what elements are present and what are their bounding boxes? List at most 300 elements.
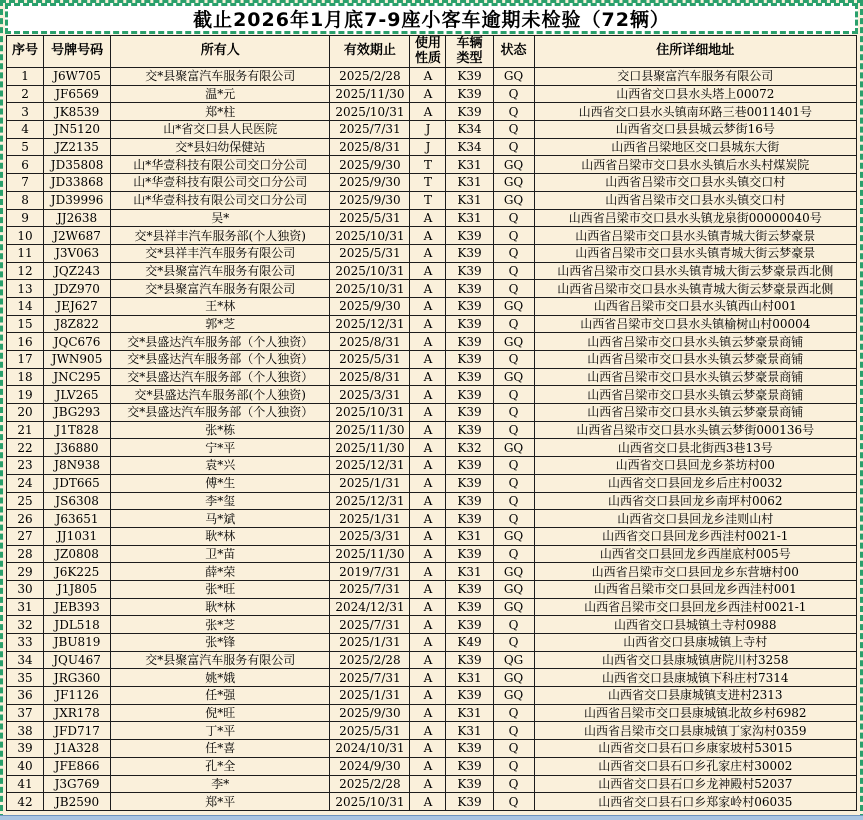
cell-status[interactable]: Q [493, 722, 534, 740]
cell-valid-until[interactable]: 2025/2/28 [330, 68, 410, 86]
cell-usage[interactable]: A [410, 527, 446, 545]
cell-address[interactable]: 山西省吕梁市交口县水头镇交口村 [534, 191, 856, 209]
cell-address[interactable]: 山西省吕梁市交口县水头镇交口村 [534, 174, 856, 192]
cell-vehicle-type[interactable]: K31 [446, 209, 493, 227]
cell-valid-until[interactable]: 2025/9/30 [330, 297, 410, 315]
cell-address[interactable]: 山西省交口县水头塔上00072 [534, 85, 856, 103]
cell-owner[interactable]: 交*县祥丰汽车服务部(个人独资) [111, 227, 330, 245]
cell-plate[interactable]: JS6308 [44, 492, 111, 510]
cell-vehicle-type[interactable]: K39 [446, 457, 493, 475]
cell-status[interactable]: Q [493, 793, 534, 811]
cell-status[interactable]: Q [493, 85, 534, 103]
cell-plate[interactable]: JQU467 [44, 651, 111, 669]
cell-address[interactable]: 山西省交口县康城镇唐院川村3258 [534, 651, 856, 669]
cell-address[interactable]: 山西省交口县城镇土寺村0988 [534, 616, 856, 634]
cell-owner[interactable]: 交*县盛达汽车服务部（个人独资） [111, 351, 330, 369]
cell-usage[interactable]: A [410, 404, 446, 422]
cell-usage[interactable]: A [410, 669, 446, 687]
cell-address[interactable]: 山西省吕梁市交口县回龙乡东营塘村00 [534, 563, 856, 581]
cell-valid-until[interactable]: 2025/7/31 [330, 121, 410, 139]
cell-usage[interactable]: A [410, 510, 446, 528]
cell-vehicle-type[interactable]: K39 [446, 775, 493, 793]
cell-address[interactable]: 山西省交口县回龙乡西崖底村005号 [534, 545, 856, 563]
cell-index[interactable]: 20 [7, 404, 44, 422]
cell-index[interactable]: 14 [7, 297, 44, 315]
cell-usage[interactable]: A [410, 704, 446, 722]
cell-valid-until[interactable]: 2025/9/30 [330, 174, 410, 192]
cell-vehicle-type[interactable]: K31 [446, 191, 493, 209]
cell-valid-until[interactable]: 2025/10/31 [330, 280, 410, 298]
cell-owner[interactable]: 山*华壹科技有限公司交口分公司 [111, 174, 330, 192]
cell-plate[interactable]: JD33868 [44, 174, 111, 192]
cell-usage[interactable]: A [410, 85, 446, 103]
cell-owner[interactable]: 温*元 [111, 85, 330, 103]
cell-plate[interactable]: JB2590 [44, 793, 111, 811]
cell-address[interactable]: 山西省吕梁地区交口县城东大街 [534, 138, 856, 156]
cell-vehicle-type[interactable]: K39 [446, 262, 493, 280]
cell-address[interactable]: 山西省吕梁市交口县水头镇榆树山村00004 [534, 315, 856, 333]
cell-usage[interactable]: A [410, 545, 446, 563]
cell-status[interactable]: Q [493, 775, 534, 793]
cell-status[interactable]: Q [493, 209, 534, 227]
cell-vehicle-type[interactable]: K39 [446, 421, 493, 439]
cell-valid-until[interactable]: 2025/10/31 [330, 227, 410, 245]
cell-plate[interactable]: JEB393 [44, 598, 111, 616]
cell-plate[interactable]: JWN905 [44, 351, 111, 369]
cell-vehicle-type[interactable]: K39 [446, 598, 493, 616]
cell-usage[interactable]: A [410, 793, 446, 811]
cell-address[interactable]: 山西省交口县石口乡孔家庄村30002 [534, 757, 856, 775]
cell-address[interactable]: 山西省交口县康城镇支进村2313 [534, 687, 856, 705]
col-header-owner[interactable]: 所有人 [111, 36, 330, 68]
col-header-plate[interactable]: 号牌号码 [44, 36, 111, 68]
cell-valid-until[interactable]: 2025/5/31 [330, 209, 410, 227]
cell-valid-until[interactable]: 2025/1/31 [330, 634, 410, 652]
cell-index[interactable]: 5 [7, 138, 44, 156]
cell-index[interactable]: 39 [7, 740, 44, 758]
cell-owner[interactable]: 傅*生 [111, 474, 330, 492]
cell-address[interactable]: 山西省吕梁市交口县康城镇丁家沟村0359 [534, 722, 856, 740]
cell-owner[interactable]: 丁*平 [111, 722, 330, 740]
col-header-vehicle-type[interactable] [446, 36, 493, 68]
cell-valid-until[interactable]: 2025/11/30 [330, 439, 410, 457]
cell-vehicle-type[interactable]: K39 [446, 580, 493, 598]
cell-plate[interactable]: J3G769 [44, 775, 111, 793]
cell-address[interactable]: 山西省吕梁市交口县水头镇云梦豪景商铺 [534, 333, 856, 351]
cell-index[interactable]: 12 [7, 262, 44, 280]
cell-plate[interactable]: J36880 [44, 439, 111, 457]
cell-plate[interactable]: JDZ970 [44, 280, 111, 298]
cell-index[interactable]: 24 [7, 474, 44, 492]
cell-usage[interactable]: A [410, 297, 446, 315]
cell-status[interactable]: Q [493, 474, 534, 492]
cell-usage[interactable]: A [410, 439, 446, 457]
cell-address[interactable]: 山西省交口县回龙乡西洼村0021-1 [534, 527, 856, 545]
cell-vehicle-type[interactable]: K39 [446, 740, 493, 758]
cell-owner[interactable]: 交*县妇幼保健站 [111, 138, 330, 156]
cell-address[interactable]: 山西省交口县水头镇南环路三巷0011401号 [534, 103, 856, 121]
cell-vehicle-type[interactable]: K49 [446, 634, 493, 652]
cell-status[interactable]: Q [493, 280, 534, 298]
cell-owner[interactable]: 任*喜 [111, 740, 330, 758]
cell-status[interactable]: Q [493, 315, 534, 333]
cell-status[interactable]: GQ [493, 598, 534, 616]
cell-plate[interactable]: JZ0808 [44, 545, 111, 563]
cell-address[interactable]: 山西省交口县北街西3巷13号 [534, 439, 856, 457]
col-header-valid-until[interactable]: 有效期止 [330, 36, 410, 68]
cell-valid-until[interactable]: 2025/1/31 [330, 474, 410, 492]
cell-vehicle-type[interactable]: K39 [446, 687, 493, 705]
cell-status[interactable]: GQ [493, 563, 534, 581]
cell-owner[interactable]: 交*县盛达汽车服务部（个人独资） [111, 333, 330, 351]
cell-owner[interactable]: 郭*芝 [111, 315, 330, 333]
cell-owner[interactable]: 李*玺 [111, 492, 330, 510]
cell-address[interactable]: 山西省吕梁市交口县水头镇云梦豪景商铺 [534, 368, 856, 386]
cell-address[interactable]: 山西省吕梁市交口县康城镇北故乡村6982 [534, 704, 856, 722]
cell-status[interactable]: GQ [493, 580, 534, 598]
cell-address[interactable]: 山西省交口县县城云梦街16号 [534, 121, 856, 139]
col-header-address[interactable]: 住所详细地址 [534, 36, 856, 68]
cell-owner[interactable]: 张*栋 [111, 421, 330, 439]
cell-index[interactable]: 28 [7, 545, 44, 563]
cell-status[interactable]: GQ [493, 191, 534, 209]
cell-address[interactable]: 山西省交口县康城镇上寺村 [534, 634, 856, 652]
cell-usage[interactable]: A [410, 103, 446, 121]
cell-plate[interactable]: JD35808 [44, 156, 111, 174]
cell-valid-until[interactable]: 2025/1/31 [330, 687, 410, 705]
cell-valid-until[interactable]: 2024/9/30 [330, 757, 410, 775]
cell-plate[interactable]: J63651 [44, 510, 111, 528]
cell-valid-until[interactable]: 2025/11/30 [330, 545, 410, 563]
cell-owner[interactable]: 交*县聚富汽车服务有限公司 [111, 68, 330, 86]
cell-index[interactable]: 1 [7, 68, 44, 86]
cell-valid-until[interactable]: 2025/10/31 [330, 793, 410, 811]
cell-plate[interactable]: J6K225 [44, 563, 111, 581]
cell-index[interactable]: 40 [7, 757, 44, 775]
cell-usage[interactable]: A [410, 563, 446, 581]
cell-valid-until[interactable]: 2025/12/31 [330, 492, 410, 510]
cell-index[interactable]: 23 [7, 457, 44, 475]
cell-index[interactable]: 6 [7, 156, 44, 174]
cell-vehicle-type[interactable]: K34 [446, 121, 493, 139]
cell-owner[interactable]: 李* [111, 775, 330, 793]
cell-vehicle-type[interactable]: K31 [446, 174, 493, 192]
cell-valid-until[interactable]: 2025/10/31 [330, 404, 410, 422]
cell-address[interactable]: 山西省吕梁市交口县水头镇后水头村煤炭院 [534, 156, 856, 174]
cell-address[interactable]: 山西省吕梁市交口县回龙乡西洼村0021-1 [534, 598, 856, 616]
cell-valid-until[interactable]: 2025/9/30 [330, 156, 410, 174]
cell-index[interactable]: 33 [7, 634, 44, 652]
cell-plate[interactable]: J1A328 [44, 740, 111, 758]
cell-usage[interactable]: A [410, 351, 446, 369]
cell-usage[interactable]: A [410, 474, 446, 492]
cell-status[interactable]: GQ [493, 297, 534, 315]
cell-owner[interactable]: 任*强 [111, 687, 330, 705]
cell-usage[interactable]: A [410, 68, 446, 86]
cell-owner[interactable]: 耿*林 [111, 598, 330, 616]
cell-address[interactable]: 山西省吕梁市交口县水头镇青城大街云梦豪景西北侧 [534, 262, 856, 280]
cell-valid-until[interactable]: 2025/7/31 [330, 669, 410, 687]
cell-usage[interactable]: J [410, 138, 446, 156]
cell-owner[interactable]: 郑*柱 [111, 103, 330, 121]
cell-index[interactable]: 25 [7, 492, 44, 510]
cell-vehicle-type[interactable]: K39 [446, 510, 493, 528]
cell-plate[interactable]: JRG360 [44, 669, 111, 687]
cell-plate[interactable]: J8N938 [44, 457, 111, 475]
cell-usage[interactable]: A [410, 722, 446, 740]
cell-usage[interactable]: A [410, 315, 446, 333]
cell-vehicle-type[interactable]: K39 [446, 793, 493, 811]
cell-address[interactable]: 山西省吕梁市交口县水头镇云梦豪景商铺 [534, 404, 856, 422]
cell-vehicle-type[interactable]: K31 [446, 722, 493, 740]
cell-owner[interactable]: 姚*娥 [111, 669, 330, 687]
cell-vehicle-type[interactable]: K39 [446, 333, 493, 351]
cell-address[interactable]: 山西省交口县回龙乡后庄村0032 [534, 474, 856, 492]
cell-address[interactable]: 山西省交口县回龙乡洼则山村 [534, 510, 856, 528]
cell-plate[interactable]: JNC295 [44, 368, 111, 386]
cell-owner[interactable]: 山*省交口县人民医院 [111, 121, 330, 139]
cell-valid-until[interactable]: 2025/3/31 [330, 386, 410, 404]
cell-index[interactable]: 22 [7, 439, 44, 457]
cell-vehicle-type[interactable]: K31 [446, 669, 493, 687]
cell-status[interactable]: GQ [493, 174, 534, 192]
cell-address[interactable]: 山西省吕梁市交口县水头镇青城大街云梦豪景 [534, 244, 856, 262]
cell-plate[interactable]: J1T828 [44, 421, 111, 439]
cell-index[interactable]: 32 [7, 616, 44, 634]
cell-address[interactable]: 山西省交口县石口乡郑家岭村06035 [534, 793, 856, 811]
cell-plate[interactable]: JBU819 [44, 634, 111, 652]
cell-usage[interactable]: A [410, 333, 446, 351]
cell-status[interactable]: GQ [493, 669, 534, 687]
cell-address[interactable]: 山西省交口县回龙乡南坪村0062 [534, 492, 856, 510]
cell-index[interactable]: 30 [7, 580, 44, 598]
cell-owner[interactable]: 孔*全 [111, 757, 330, 775]
cell-plate[interactable]: JJ1031 [44, 527, 111, 545]
cell-valid-until[interactable]: 2025/8/31 [330, 138, 410, 156]
cell-status[interactable]: Q [493, 262, 534, 280]
cell-index[interactable]: 27 [7, 527, 44, 545]
cell-valid-until[interactable]: 2025/7/31 [330, 616, 410, 634]
cell-address[interactable]: 交口县聚富汽车服务有限公司 [534, 68, 856, 86]
cell-owner[interactable]: 山*华壹科技有限公司交口分公司 [111, 156, 330, 174]
cell-valid-until[interactable]: 2025/11/30 [330, 421, 410, 439]
cell-vehicle-type[interactable]: K39 [446, 404, 493, 422]
cell-plate[interactable]: JLV265 [44, 386, 111, 404]
cell-vehicle-type[interactable]: K39 [446, 474, 493, 492]
cell-status[interactable]: Q [493, 404, 534, 422]
cell-index[interactable]: 21 [7, 421, 44, 439]
cell-owner[interactable]: 交*县盛达汽车服务部（个人独资） [111, 368, 330, 386]
cell-vehicle-type[interactable]: K34 [446, 138, 493, 156]
cell-status[interactable]: GQ [493, 687, 534, 705]
cell-usage[interactable]: A [410, 262, 446, 280]
cell-plate[interactable]: J6W705 [44, 68, 111, 86]
cell-plate[interactable]: JEJ627 [44, 297, 111, 315]
cell-index[interactable]: 36 [7, 687, 44, 705]
cell-plate[interactable]: JDL518 [44, 616, 111, 634]
cell-usage[interactable]: A [410, 598, 446, 616]
cell-status[interactable]: GQ [493, 156, 534, 174]
cell-owner[interactable]: 吴* [111, 209, 330, 227]
cell-usage[interactable]: A [410, 421, 446, 439]
cell-index[interactable]: 29 [7, 563, 44, 581]
cell-usage[interactable]: T [410, 174, 446, 192]
cell-owner[interactable]: 薛*荣 [111, 563, 330, 581]
cell-valid-until[interactable]: 2025/7/31 [330, 580, 410, 598]
cell-owner[interactable]: 交*县聚富汽车服务有限公司 [111, 651, 330, 669]
cell-plate[interactable]: JD39996 [44, 191, 111, 209]
cell-index[interactable]: 11 [7, 244, 44, 262]
cell-valid-until[interactable]: 2025/10/31 [330, 103, 410, 121]
cell-vehicle-type[interactable]: K39 [446, 103, 493, 121]
cell-status[interactable]: Q [493, 121, 534, 139]
cell-plate[interactable]: JF6569 [44, 85, 111, 103]
cell-valid-until[interactable]: 2024/12/31 [330, 598, 410, 616]
cell-plate[interactable]: JXR178 [44, 704, 111, 722]
cell-address[interactable]: 山西省吕梁市交口县水头镇云梦街000136号 [534, 421, 856, 439]
cell-status[interactable]: Q [493, 704, 534, 722]
cell-status[interactable]: GQ [493, 333, 534, 351]
cell-index[interactable]: 37 [7, 704, 44, 722]
cell-usage[interactable]: A [410, 757, 446, 775]
cell-valid-until[interactable]: 2025/5/31 [330, 244, 410, 262]
cell-valid-until[interactable]: 2025/3/31 [330, 527, 410, 545]
cell-index[interactable]: 18 [7, 368, 44, 386]
cell-owner[interactable]: 宁*平 [111, 439, 330, 457]
cell-usage[interactable]: A [410, 492, 446, 510]
cell-vehicle-type[interactable]: K39 [446, 280, 493, 298]
cell-vehicle-type[interactable]: K31 [446, 704, 493, 722]
cell-plate[interactable]: J3V063 [44, 244, 111, 262]
cell-index[interactable]: 41 [7, 775, 44, 793]
cell-index[interactable]: 2 [7, 85, 44, 103]
cell-vehicle-type[interactable]: K31 [446, 563, 493, 581]
cell-address[interactable]: 山西省吕梁市交口县水头镇云梦豪景商铺 [534, 351, 856, 369]
cell-vehicle-type[interactable]: K39 [446, 297, 493, 315]
cell-index[interactable]: 15 [7, 315, 44, 333]
cell-valid-until[interactable]: 2025/8/31 [330, 368, 410, 386]
cell-plate[interactable]: J1J805 [44, 580, 111, 598]
cell-vehicle-type[interactable]: K39 [446, 227, 493, 245]
cell-valid-until[interactable]: 2025/10/31 [330, 262, 410, 280]
cell-address[interactable]: 山西省交口县康城镇下科庄村7314 [534, 669, 856, 687]
cell-index[interactable]: 34 [7, 651, 44, 669]
cell-plate[interactable]: JFD717 [44, 722, 111, 740]
cell-address[interactable]: 山西省吕梁市交口县回龙乡西洼村001 [534, 580, 856, 598]
cell-vehicle-type[interactable]: K39 [446, 85, 493, 103]
cell-usage[interactable]: A [410, 457, 446, 475]
cell-usage[interactable]: J [410, 121, 446, 139]
cell-index[interactable]: 4 [7, 121, 44, 139]
cell-valid-until[interactable]: 2025/2/28 [330, 651, 410, 669]
cell-status[interactable]: Q [493, 492, 534, 510]
cell-plate[interactable]: JK8539 [44, 103, 111, 121]
cell-status[interactable]: Q [493, 634, 534, 652]
cell-valid-until[interactable]: 2024/10/31 [330, 740, 410, 758]
cell-owner[interactable]: 张*旺 [111, 580, 330, 598]
cell-owner[interactable]: 山*华壹科技有限公司交口分公司 [111, 191, 330, 209]
cell-owner[interactable]: 郑*平 [111, 793, 330, 811]
cell-plate[interactable]: JQZ243 [44, 262, 111, 280]
cell-address[interactable]: 山西省交口县石口乡龙神殿村52037 [534, 775, 856, 793]
cell-usage[interactable]: A [410, 280, 446, 298]
cell-valid-until[interactable]: 2025/9/30 [330, 191, 410, 209]
cell-owner[interactable]: 袁*兴 [111, 457, 330, 475]
cell-address[interactable]: 山西省交口县石口乡康家坡村53015 [534, 740, 856, 758]
cell-vehicle-type[interactable]: K39 [446, 386, 493, 404]
cell-plate[interactable]: JN5120 [44, 121, 111, 139]
cell-owner[interactable]: 卫*苗 [111, 545, 330, 563]
col-header-usage[interactable] [410, 36, 446, 68]
cell-status[interactable]: Q [493, 138, 534, 156]
cell-plate[interactable]: J2W687 [44, 227, 111, 245]
cell-status[interactable]: GQ [493, 68, 534, 86]
cell-status[interactable]: Q [493, 740, 534, 758]
cell-status[interactable]: Q [493, 616, 534, 634]
title-cell[interactable] [5, 3, 858, 34]
col-header-status[interactable]: 状态 [493, 36, 534, 68]
cell-status[interactable]: GQ [493, 368, 534, 386]
cell-vehicle-type[interactable]: K39 [446, 368, 493, 386]
cell-status[interactable]: Q [493, 244, 534, 262]
cell-plate[interactable]: JQC676 [44, 333, 111, 351]
cell-plate[interactable]: JZ2135 [44, 138, 111, 156]
cell-vehicle-type[interactable]: K39 [446, 545, 493, 563]
cell-address[interactable]: 山西省吕梁市交口县水头镇西山村001 [534, 297, 856, 315]
cell-status[interactable]: Q [493, 510, 534, 528]
cell-valid-until[interactable]: 2025/9/30 [330, 704, 410, 722]
cell-index[interactable]: 13 [7, 280, 44, 298]
cell-index[interactable]: 8 [7, 191, 44, 209]
cell-usage[interactable]: A [410, 775, 446, 793]
cell-owner[interactable]: 王*林 [111, 297, 330, 315]
col-header-index[interactable]: 序号 [7, 36, 44, 68]
cell-address[interactable]: 山西省吕梁市交口县水头镇龙泉街00000040号 [534, 209, 856, 227]
cell-index[interactable]: 10 [7, 227, 44, 245]
cell-index[interactable]: 26 [7, 510, 44, 528]
cell-plate[interactable]: JDT665 [44, 474, 111, 492]
cell-plate[interactable]: JFE866 [44, 757, 111, 775]
cell-valid-until[interactable]: 2025/5/31 [330, 351, 410, 369]
cell-usage[interactable]: A [410, 244, 446, 262]
cell-index[interactable]: 7 [7, 174, 44, 192]
cell-owner[interactable]: 张*锋 [111, 634, 330, 652]
cell-valid-until[interactable]: 2025/12/31 [330, 315, 410, 333]
cell-index[interactable]: 19 [7, 386, 44, 404]
cell-status[interactable]: Q [493, 351, 534, 369]
cell-address[interactable]: 山西省交口县回龙乡茶坊村00 [534, 457, 856, 475]
cell-vehicle-type[interactable]: K39 [446, 492, 493, 510]
cell-vehicle-type[interactable]: K39 [446, 651, 493, 669]
cell-owner[interactable]: 交*县聚富汽车服务有限公司 [111, 280, 330, 298]
cell-usage[interactable]: A [410, 580, 446, 598]
cell-status[interactable]: Q [493, 386, 534, 404]
cell-usage[interactable]: T [410, 191, 446, 209]
cell-status[interactable]: Q [493, 545, 534, 563]
cell-status[interactable]: GQ [493, 527, 534, 545]
cell-usage[interactable]: A [410, 386, 446, 404]
cell-vehicle-type[interactable]: K39 [446, 757, 493, 775]
cell-index[interactable]: 35 [7, 669, 44, 687]
cell-usage[interactable]: A [410, 687, 446, 705]
cell-owner[interactable]: 交*县祥丰汽车服务有限公司 [111, 244, 330, 262]
cell-owner[interactable]: 交*县盛达汽车服务部（个人独资） [111, 404, 330, 422]
cell-index[interactable]: 38 [7, 722, 44, 740]
cell-usage[interactable]: A [410, 616, 446, 634]
cell-valid-until[interactable]: 2025/12/31 [330, 457, 410, 475]
cell-owner[interactable]: 交*县盛达汽车服务部(个人独资) [111, 386, 330, 404]
cell-valid-until[interactable]: 2025/11/30 [330, 85, 410, 103]
